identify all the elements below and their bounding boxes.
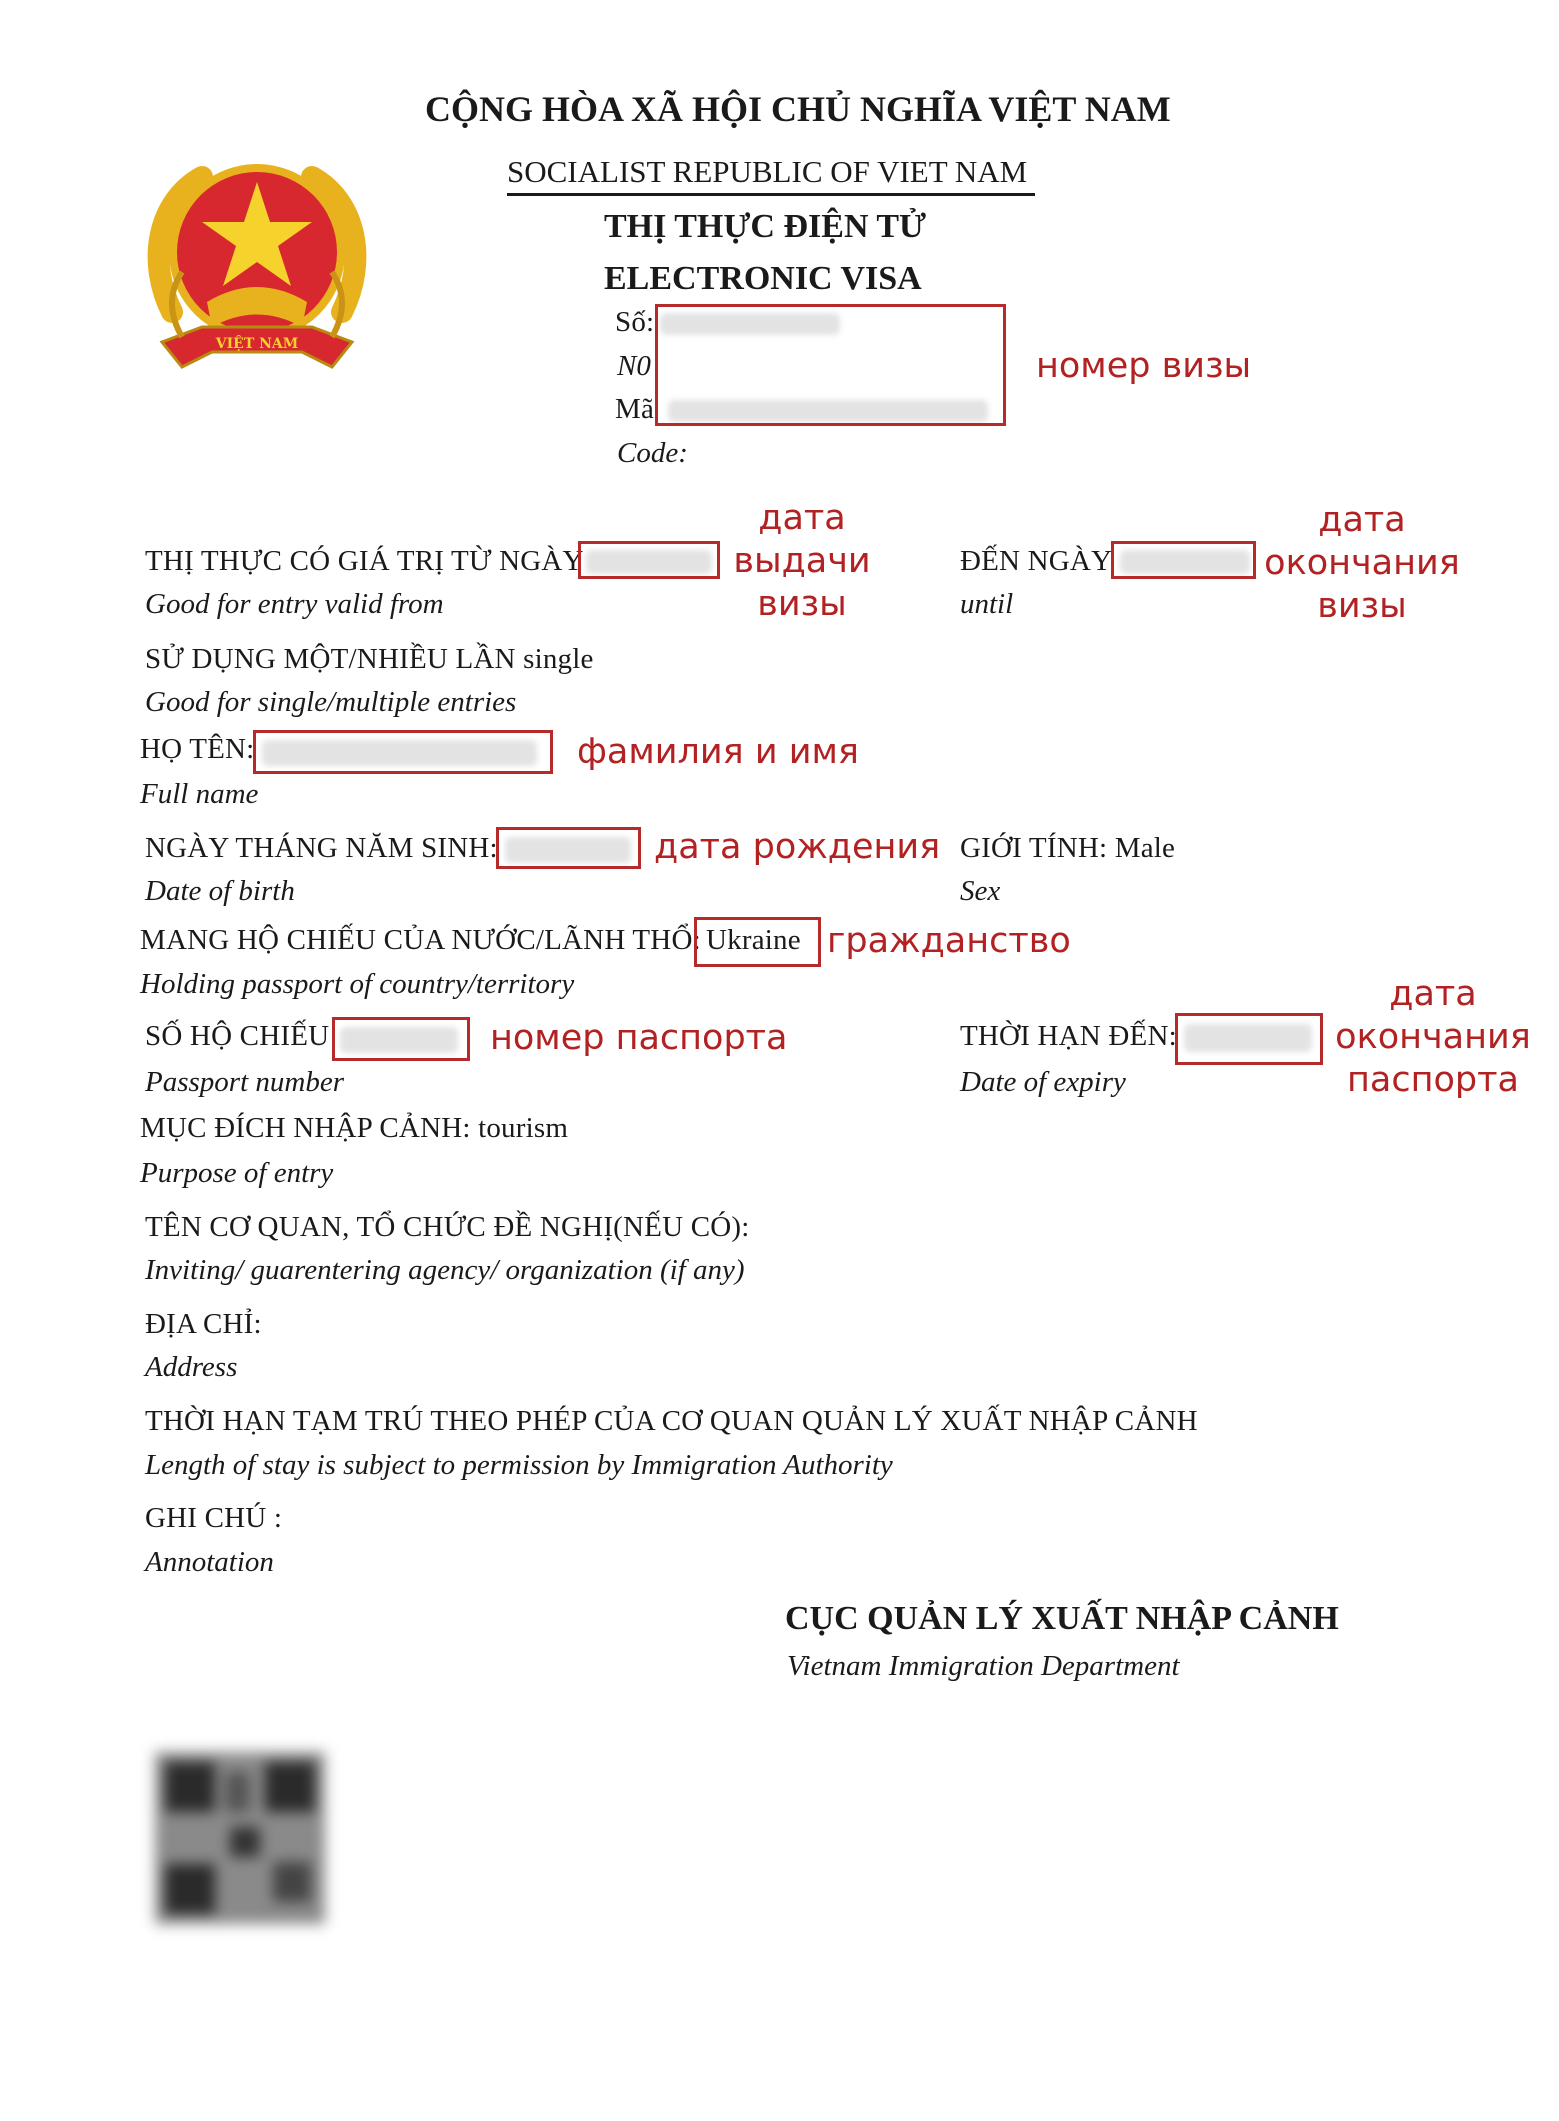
valid-until-label-en: until: [960, 588, 1014, 620]
agency-label-vn: TÊN CƠ QUAN, TỔ CHỨC ĐỀ NGHỊ(NẾU CÓ):: [145, 1211, 750, 1243]
valid-until-highlight: [1111, 541, 1256, 579]
valid-from-annotation-line1: дата: [758, 498, 846, 538]
valid-from-highlight: [578, 541, 720, 579]
valid-until-annotation-line3: визы: [1317, 586, 1407, 626]
expiry-annotation-line1: дата: [1389, 974, 1477, 1014]
emblem-ribbon-text: VIỆT NAM: [215, 336, 299, 352]
full-name-annotation: фамилия и имя: [577, 732, 859, 772]
full-name-highlight: [253, 730, 553, 774]
purpose-value: tourism: [478, 1112, 569, 1144]
valid-until-annotation: [1262, 499, 1462, 628]
country-name-vn: CỘNG HÒA XÃ HỘI CHỦ NGHĨA VIỆT NAM: [425, 89, 1171, 129]
department-name-vn: CỤC QUẢN LÝ XUẤT NHẬP CẢNH: [785, 1600, 1339, 1637]
visa-code-label-code: Code:: [617, 437, 688, 469]
expiry-annotation: [1333, 973, 1533, 1102]
header-underline: [507, 193, 1035, 196]
stay-label-en: Length of stay is subject to permission by Immigration Authority: [145, 1449, 893, 1481]
visa-code-label-ma: Mã: [615, 393, 655, 425]
birth-highlight: [496, 827, 641, 869]
sex-label-text: GIỚI TÍNH:: [960, 832, 1108, 864]
annotation-label-vn: GHI CHÚ :: [145, 1502, 283, 1534]
visa-number-label-no: N0: [617, 350, 651, 382]
visa-number-label-so: Số:: [615, 306, 655, 338]
full-name-label-en: Full name: [140, 778, 259, 810]
passport-label-en: Passport number: [145, 1066, 344, 1098]
nationality-value: Ukraine: [706, 924, 801, 956]
sex-value: Male: [1114, 832, 1176, 864]
passport-highlight: [332, 1017, 470, 1061]
valid-from-label-vn: THỊ THỰC CÓ GIÁ TRỊ TỪ NGÀY: [145, 545, 584, 577]
sex-label-vn: [960, 832, 1175, 865]
address-label-en: Address: [145, 1351, 238, 1383]
entries-label-text: SỬ DỤNG MỘT/NHIỀU LẦN: [145, 643, 516, 675]
purpose-label-en: Purpose of entry: [140, 1157, 334, 1189]
visa-title-en: ELECTRONIC VISA: [604, 260, 922, 297]
visa-number-highlight: [655, 304, 1006, 426]
national-emblem-icon: [142, 152, 372, 388]
department-name-en: Vietnam Immigration Department: [787, 1650, 1180, 1682]
entries-label-vn: [145, 643, 594, 676]
expiry-annotation-line3: паспорта: [1347, 1060, 1519, 1100]
purpose-label-text: MỤC ĐÍCH NHẬP CẢNH:: [140, 1112, 471, 1144]
valid-from-annotation: [722, 497, 882, 626]
entries-value: single: [523, 643, 594, 675]
stay-label-vn: THỜI HẠN TẠM TRÚ THEO PHÉP CỦA CƠ QUAN QUẢN LÝ XUẤT NHẬP CẢNH: [145, 1405, 1198, 1437]
qr-code-icon: [155, 1752, 325, 1924]
expiry-label-vn: THỜI HẠN ĐẾN:: [960, 1020, 1177, 1052]
expiry-label-en: Date of expiry: [960, 1066, 1126, 1098]
passport-annotation: номер паспорта: [490, 1018, 788, 1058]
expiry-annotation-line2: окончания: [1335, 1017, 1531, 1057]
visa-title-vn: THỊ THỰC ĐIỆN TỬ: [604, 208, 927, 245]
agency-label-en: Inviting/ guarentering agency/ organization (if any): [145, 1254, 745, 1286]
valid-until-annotation-line2: окончания: [1264, 543, 1460, 583]
country-name-en: SOCIALIST REPUBLIC OF VIET NAM: [507, 154, 1028, 189]
address-label-vn: ĐỊA CHỈ:: [145, 1308, 262, 1340]
annotation-label-en: Annotation: [145, 1546, 274, 1578]
visa-number-annotation: номер визы: [1036, 346, 1252, 386]
valid-until-label-vn: ĐẾN NGÀY: [960, 545, 1113, 577]
expiry-highlight: [1175, 1013, 1323, 1065]
entries-label-en: Good for single/multiple entries: [145, 686, 517, 718]
birth-annotation: дата рождения: [654, 827, 941, 867]
birth-label-en: Date of birth: [145, 875, 295, 907]
birth-label-vn: NGÀY THÁNG NĂM SINH:: [145, 832, 498, 864]
purpose-label-vn: [140, 1112, 568, 1145]
nationality-label-en: Holding passport of country/territory: [140, 968, 575, 1000]
valid-until-annotation-line1: дата: [1318, 500, 1406, 540]
full-name-label-vn: HỌ TÊN:: [140, 733, 255, 765]
passport-label-vn: SỐ HỘ CHIẾU: [145, 1020, 330, 1052]
valid-from-annotation-line2: выдачи: [733, 541, 871, 581]
sex-label-en: Sex: [960, 875, 1001, 907]
valid-from-annotation-line3: визы: [757, 584, 847, 624]
nationality-annotation: гражданство: [827, 921, 1071, 961]
nationality-label-vn: MANG HỘ CHIẾU CỦA NƯỚC/LÃNH THỔ:: [140, 924, 701, 956]
valid-from-label-en: Good for entry valid from: [145, 588, 444, 620]
